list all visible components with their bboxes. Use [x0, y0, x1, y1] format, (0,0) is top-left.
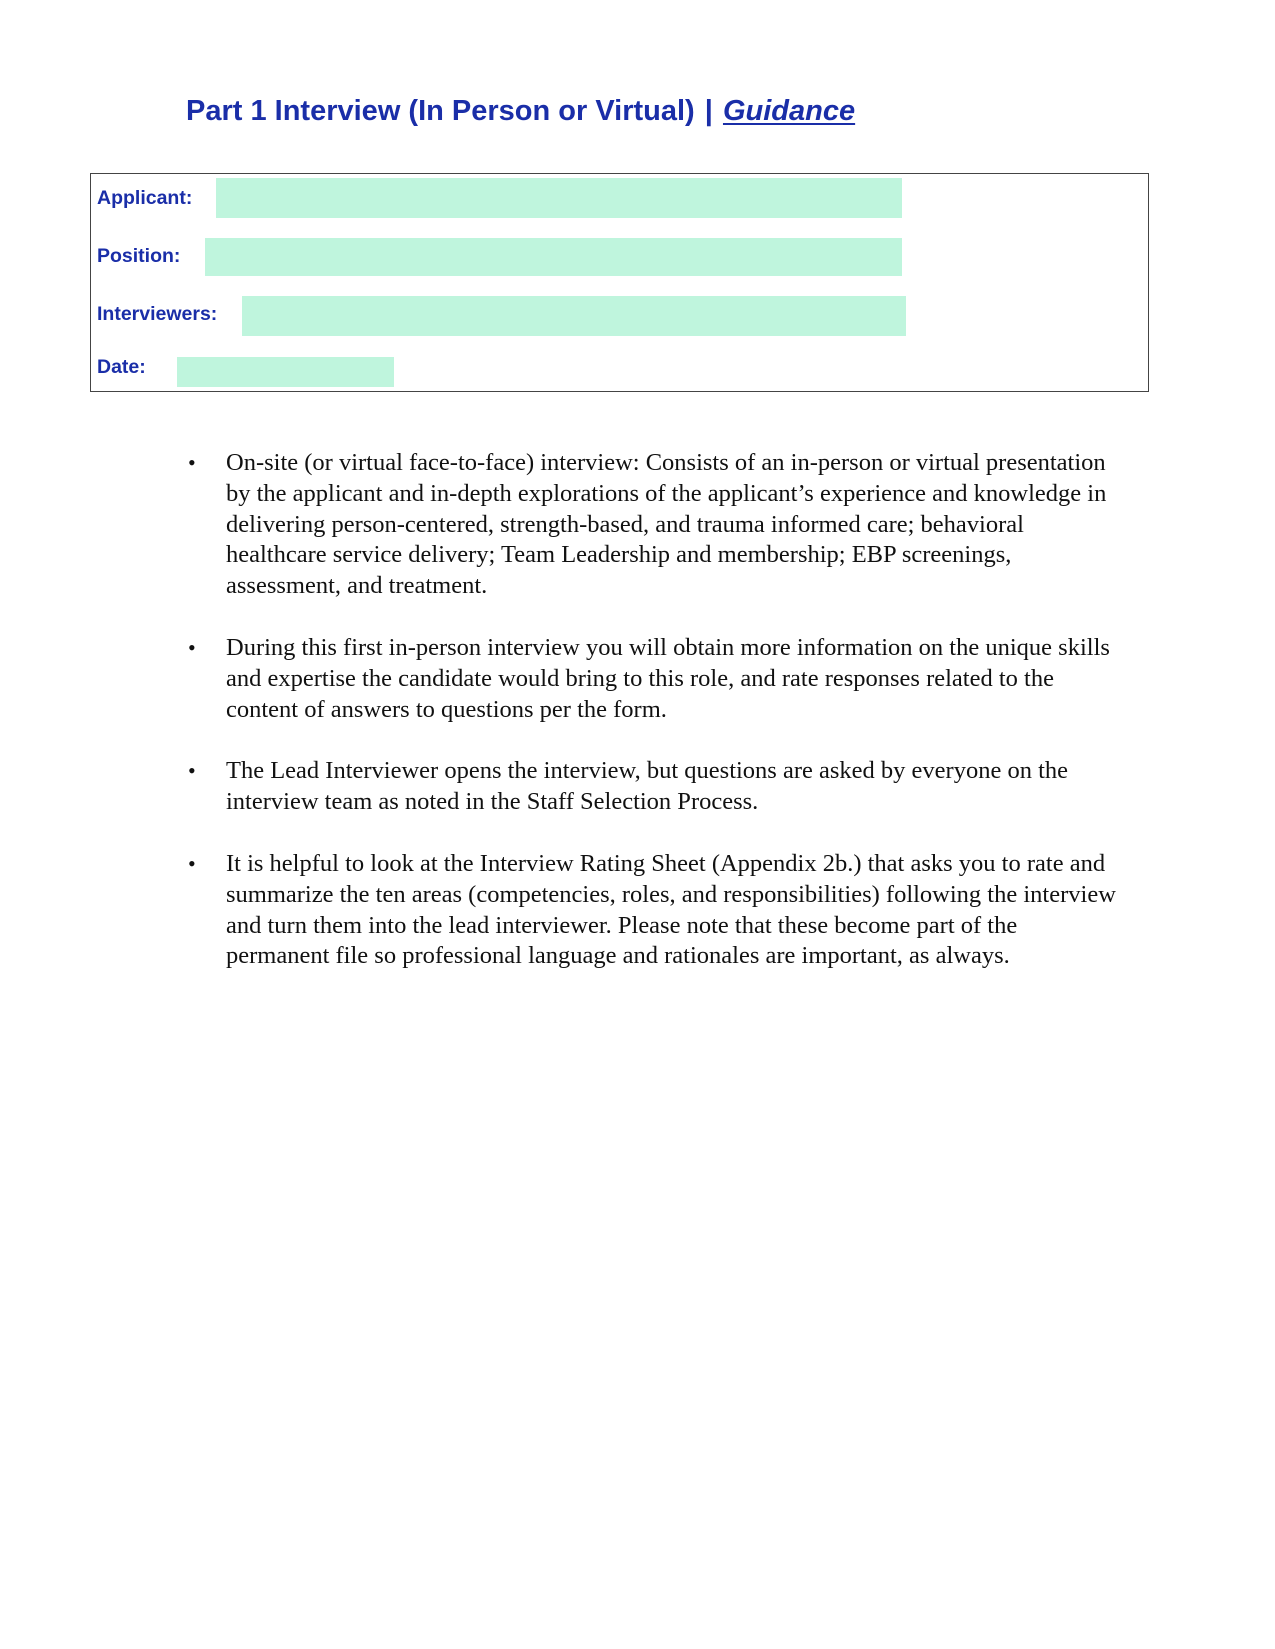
bullet-text: During this first in-person interview you will obtain more information on the unique skills and expertise the candidate would bring to this role, and rate responses related to the content of answers to questions per the form. [226, 633, 1110, 723]
position-row [97, 236, 180, 276]
bullet-text: It is helpful to look at the Interview Rating Sheet (Appendix 2b.) that asks you to rate and summarize the ten areas (competencies, roles, and responsibilities) following the interview and turn them into the lead interviewer. Please note that these become part of the permanent file so professional language and rationales are important, as always. [226, 849, 1116, 970]
interviewers-field[interactable] [242, 296, 906, 336]
guidance-link[interactable]: Guidance [722, 95, 856, 127]
bullet-text: The Lead Interviewer opens the interview, but questions are asked by everyone on the interview team as noted in the Staff Selection Process. [226, 757, 1068, 816]
date-row [97, 352, 146, 382]
applicant-row [97, 178, 192, 218]
page-title-text: Part 1 Interview (In Person or Virtual) [186, 95, 695, 127]
bullet-dot-icon: • [188, 634, 196, 660]
interviewers-row [97, 294, 217, 334]
applicant-label: Applicant: [97, 186, 193, 209]
bullet-dot-icon: • [188, 450, 196, 475]
page-title [186, 88, 855, 134]
bullet-text: On-site (or virtual face-to-face) interview: Consists of an in-person or virtual presentation by the applicant and in-depth explorations of the applicant’s experience and knowledge in delivering person-centered, strength-based, and trauma informed care; behavioral healthcare service delivery; Team Leadership and membership; EBP screenings, assessment, and treatment. [226, 449, 1107, 600]
guidance-bullet-list [188, 448, 1118, 1003]
position-label: Position: [97, 244, 181, 267]
position-field[interactable] [205, 238, 902, 276]
interviewers-label: Interviewers: [97, 302, 218, 325]
bullet-dot-icon: • [188, 850, 196, 876]
bullet-item-first-interview [188, 633, 1118, 725]
applicant-field[interactable] [216, 178, 902, 218]
title-separator: | [704, 95, 713, 127]
date-field[interactable] [177, 357, 394, 387]
bullet-item-lead-interviewer [188, 756, 1118, 818]
bullet-dot-icon: • [188, 758, 196, 784]
bullet-item-onsite-interview [188, 448, 1118, 602]
bullet-item-rating-sheet [188, 849, 1118, 972]
applicant-info-form [90, 173, 1149, 392]
date-label: Date: [97, 355, 146, 378]
